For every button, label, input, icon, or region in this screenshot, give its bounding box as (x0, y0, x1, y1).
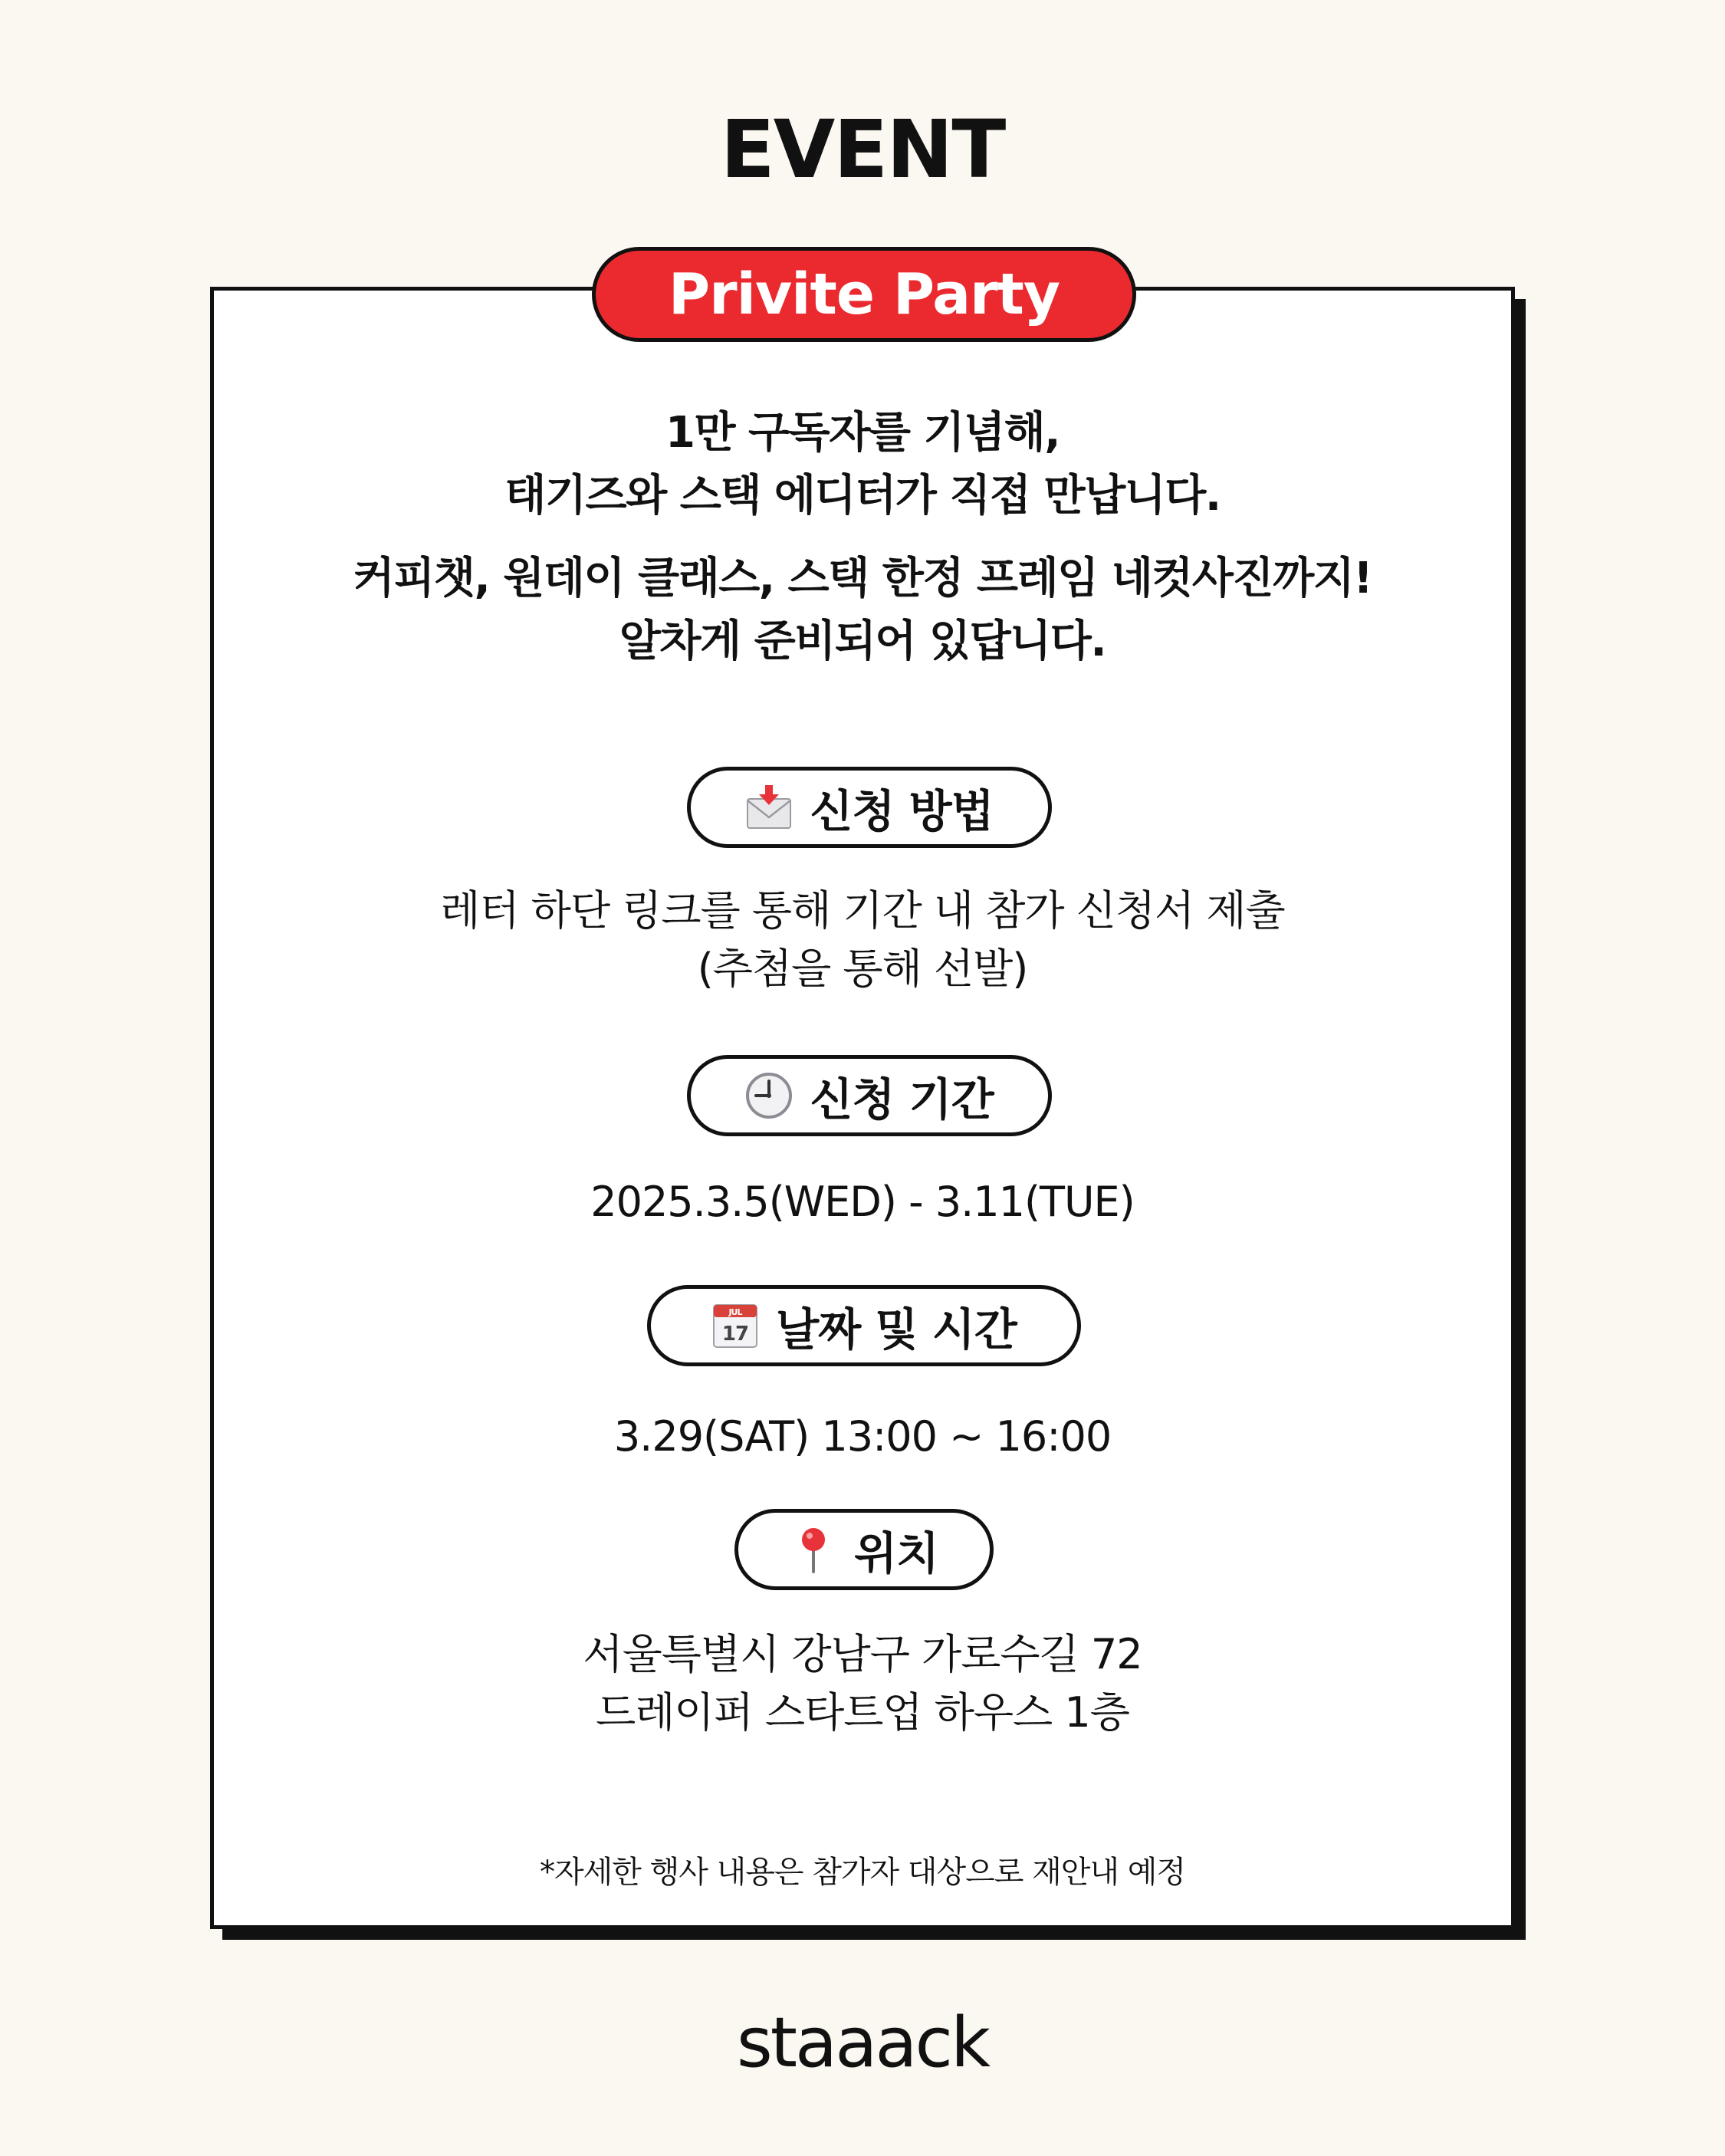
staaack-logo: staaack (736, 2003, 989, 2083)
section-detail-apply-method (230, 882, 1495, 998)
section-detail-date-time (230, 1408, 1495, 1466)
detail-line: 서울특별시 강남구 가로수길 72 (583, 1630, 1142, 1678)
envelope-arrow-icon (745, 784, 793, 831)
section-detail-location (230, 1625, 1495, 1742)
section-label: 신청 기간 (810, 1073, 994, 1126)
section-pill-location (734, 1509, 994, 1590)
detail-line: (추첨을 통해 선발) (697, 945, 1028, 993)
calendar-icon (711, 1302, 759, 1349)
section-label: 신청 방법 (810, 785, 994, 837)
party-badge: Privite Party (592, 247, 1136, 342)
footnote: *자세한 행사 내용은 참가자 대상으로 재안내 예정 (539, 1855, 1186, 1890)
intro-line: 1만 구독자를 기념해, (665, 408, 1060, 458)
section-pill-date-time (647, 1285, 1081, 1366)
intro-line: 알차게 준비되어 있답니다. (619, 616, 1106, 666)
intro-text-2 (230, 547, 1495, 673)
calendar-month: JUL (728, 1307, 742, 1317)
detail-line: 드레이퍼 스타트업 하우스 1층 (596, 1688, 1129, 1737)
intro-line: 태기즈와 스택 에디터가 직접 만납니다. (504, 471, 1221, 521)
intro-line: 커피챗, 원데이 클래스, 스택 한정 프레임 네컷사진까지! (353, 554, 1372, 603)
pushpin-icon (790, 1526, 837, 1573)
section-pill-apply-method (687, 767, 1052, 848)
section-label: 날짜 및 시간 (776, 1303, 1017, 1356)
calendar-day: 17 (722, 1323, 749, 1346)
intro-text (230, 402, 1495, 527)
section-detail-apply-period (230, 1173, 1495, 1231)
detail-line: 3.29(SAT) 13:00 ~ 16:00 (613, 1412, 1112, 1461)
section-label: 위치 (853, 1527, 939, 1579)
detail-line: 2025.3.5(WED) - 3.11(TUE) (590, 1178, 1135, 1226)
section-pill-apply-period (687, 1055, 1052, 1136)
page-title: EVENT (720, 103, 1005, 196)
detail-line: 레터 하단 링크를 통해 기간 내 참가 신청서 제출 (440, 886, 1285, 935)
clock-icon (745, 1072, 793, 1119)
